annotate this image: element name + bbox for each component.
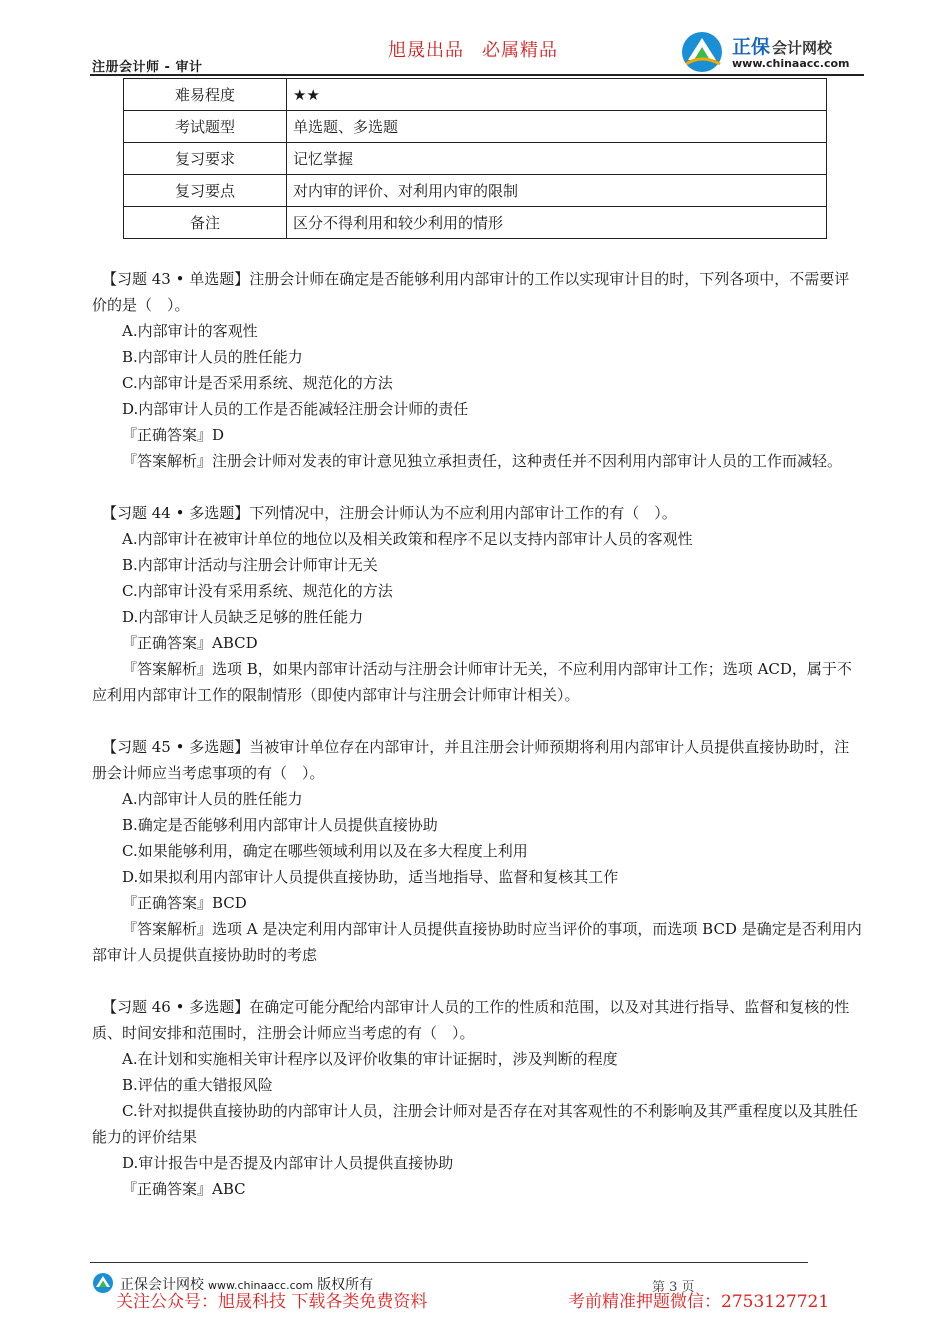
table-value: 记忆掌握 <box>287 143 827 175</box>
option-b: B.内部审计活动与注册会计师审计无关 <box>122 556 378 574</box>
footer-site: www.chinaacc.com <box>208 1279 314 1292</box>
promo-wechat-account: 关注公众号：旭晟科技 下载各类免费资料 <box>116 1292 428 1312</box>
footer-rule <box>90 1262 808 1263</box>
header-slogan <box>388 36 558 62</box>
slogan-part-2: 必属精品 <box>482 40 558 61</box>
table-value: 区分不得利用和较少利用的情形 <box>287 207 827 239</box>
table-label: 难易程度 <box>124 79 287 111</box>
option-c: C.如果能够利用，确定在哪些领域利用以及在多大程度上利用 <box>122 842 528 860</box>
option-b: B.评估的重大错报风险 <box>122 1076 273 1094</box>
correct-answer: 『正确答案』BCD <box>122 894 247 912</box>
table-value: ★★ <box>287 79 827 111</box>
exercise-list <box>92 266 862 1228</box>
exercise-44 <box>92 500 862 708</box>
question-stem: 【习题 43 • 单选题】注册会计师在确定是否能够利用内部审计的工作以实现审计目的时，下列各项中，不需要评价的是（ ）。 <box>92 270 850 314</box>
knowledge-point-table <box>123 78 827 239</box>
table-label: 考试题型 <box>124 111 287 143</box>
table-value: 对内审的评价、对利用内审的限制 <box>287 175 827 207</box>
option-b: B.确定是否能够利用内部审计人员提供直接协助 <box>122 816 438 834</box>
option-a: A.内部审计在被审计单位的地位以及相关政策和程序不足以支持内部审计人员的客观性 <box>122 530 693 548</box>
question-stem: 【习题 46 • 多选题】在确定可能分配给内部审计人员的工作的性质和范围，以及对其进行指导、监督和复核的性质、时间安排和范围时，注册会计师应当考虑的有（ ）。 <box>92 998 850 1042</box>
correct-answer: 『正确答案』ABC <box>122 1180 246 1198</box>
page-number: 第 3 页 <box>652 1280 695 1295</box>
exercise-45 <box>92 734 862 968</box>
option-d: D.内部审计人员的工作是否能减轻注册会计师的责任 <box>122 400 469 418</box>
logo-brand: 正保 会计网校 <box>732 36 833 58</box>
table-label: 备注 <box>124 207 287 239</box>
table-label: 复习要点 <box>124 175 287 207</box>
table-row <box>124 79 827 111</box>
table-row <box>124 175 827 207</box>
correct-answer: 『正确答案』D <box>122 426 225 444</box>
option-b: B.内部审计人员的胜任能力 <box>122 348 303 366</box>
document-subject: 注册会计师 - 审计 <box>92 60 203 75</box>
table-row <box>124 143 827 175</box>
option-a: A.在计划和实施相关审计程序以及评价收集的审计证据时，涉及判断的程度 <box>122 1050 618 1068</box>
exercise-43 <box>92 266 862 474</box>
chinaacc-small-logo-icon <box>92 1272 116 1294</box>
chinaacc-logo-icon <box>680 30 728 74</box>
footer-rights: 版权所有 <box>317 1277 374 1293</box>
table-row <box>124 111 827 143</box>
answer-explanation: 『答案解析』注册会计师对发表的审计意见独立承担责任，这种责任并不因利用内部审计人员的工作而减轻。 <box>122 452 843 470</box>
option-c: C.内部审计没有采用系统、规范化的方法 <box>122 582 393 600</box>
table-row <box>124 207 827 239</box>
exercise-46 <box>92 994 862 1202</box>
question-stem: 【习题 44 • 多选题】下列情况中，注册会计师认为不应利用内部审计工作的有（ ）。 <box>102 504 677 522</box>
option-c: C.内部审计是否采用系统、规范化的方法 <box>122 374 393 392</box>
table-label: 复习要求 <box>124 143 287 175</box>
option-c: C.针对拟提供直接协助的内部审计人员，注册会计师对是否存在对其客观性的不利影响及其严重程度以及其胜任能力的评价结果 <box>92 1102 858 1146</box>
chinaacc-logo <box>680 30 870 74</box>
answer-explanation: 『答案解析』选项 A 是决定利用内部审计人员提供直接协助时应当评价的事项，而选项 BCD 是确定是否利用内部审计人员提供直接协助时的考虑 <box>92 920 862 964</box>
correct-answer: 『正确答案』ABCD <box>122 634 258 652</box>
option-a: A.内部审计的客观性 <box>122 322 258 340</box>
table-value: 单选题、多选题 <box>287 111 827 143</box>
footer-brand: 正保会计网校 <box>120 1277 204 1293</box>
option-d: D.审计报告中是否提及内部审计人员提供直接协助 <box>122 1154 454 1172</box>
header-rule <box>90 74 864 76</box>
option-d: D.如果拟利用内部审计人员提供直接协助，适当地指导、监督和复核其工作 <box>122 868 619 886</box>
answer-explanation: 『答案解析』选项 B，如果内部审计活动与注册会计师审计无关，不应利用内部审计工作；选项 ACD，属于不应利用内部审计工作的限制情形（即使内部审计与注册会计师审计相关）。 <box>92 660 852 704</box>
question-stem: 【习题 45 • 多选题】当被审计单位存在内部审计，并且注册会计师预期将利用内部审计人员提供直接协助时，注册会计师应当考虑事项的有（ ）。 <box>92 738 850 782</box>
logo-url: www.chinaacc.com <box>732 57 850 70</box>
option-d: D.内部审计人员缺乏足够的胜任能力 <box>122 608 364 626</box>
promo-wechat-contact: 考前精准押题微信：2753127721 <box>568 1292 830 1312</box>
slogan-part-1: 旭晟出品 <box>388 40 464 61</box>
option-a: A.内部审计人员的胜任能力 <box>122 790 303 808</box>
